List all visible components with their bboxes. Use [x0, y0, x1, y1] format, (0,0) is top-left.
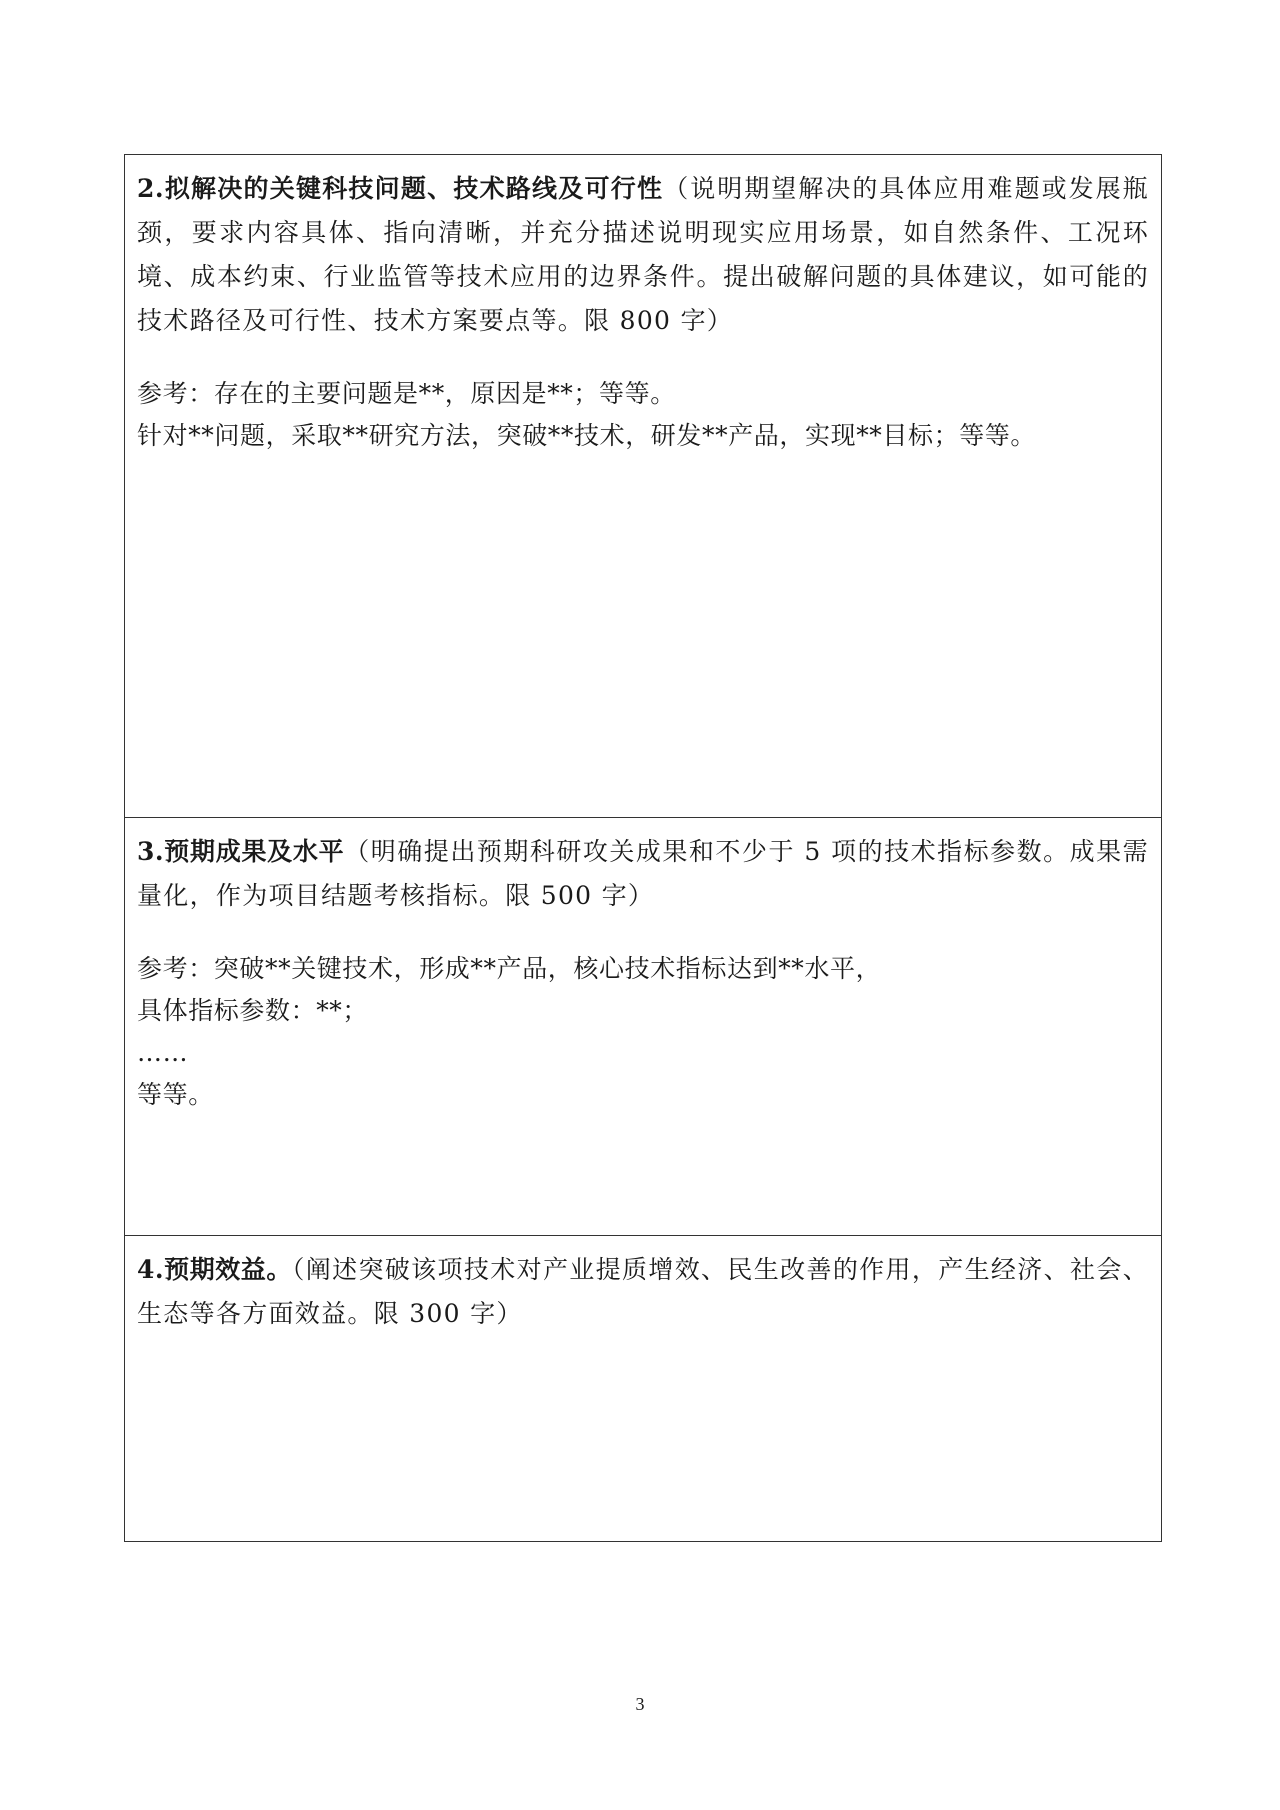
section-key-problems [125, 155, 1161, 817]
section-instruction: （明确提出预期科研攻关成果和不少于 5 项的技术指标参数。成果需量化，作为项目结题考核指标。限 500 字） [137, 837, 1149, 910]
section-expected-results [125, 817, 1161, 1235]
section-key-problems-intro [137, 167, 1149, 343]
section-heading: 3.预期成果及水平 [137, 837, 345, 866]
reference-line: 针对**问题，采取**研究方法，突破**技术，研发**产品，实现**目标；等等。 [137, 421, 1037, 450]
page-number: 3 [635, 1694, 645, 1714]
reference-line: 参考：存在的主要问题是**，原因是**；等等。 [137, 379, 676, 408]
section-heading: 4.预期效益。 [137, 1255, 292, 1284]
reference-line: …… [137, 1038, 189, 1067]
section-expected-benefits-intro [137, 1248, 1149, 1336]
section-instruction: （阐述突破该项技术对产业提质增效、民生改善的作用，产生经济、社会、生态等各方面效益。限 300 字） [137, 1255, 1149, 1328]
reference-line: 参考：突破**关键技术，形成**产品，核心技术指标达到**水平， [137, 954, 882, 983]
reference-line: 等等。 [137, 1080, 214, 1109]
section-instruction: （说明期望解决的具体应用难题或发展瓶颈，要求内容具体、指向清晰，并充分描述说明现实应用场景，如自然条件、工况环境、成本约束、行业监管等技术应用的边界条件。提出破解问题的具体建议，如可能的技术路径及可行性、技术方案要点等。限 800 字） [137, 174, 1149, 335]
section-heading: 2.拟解决的关键科技问题、技术路线及可行性 [137, 174, 664, 203]
section-expected-results-intro [137, 830, 1149, 918]
proposal-form-table [124, 154, 1162, 1542]
reference-line: 具体指标参数：**； [137, 996, 369, 1025]
section-expected-benefits [125, 1235, 1161, 1541]
